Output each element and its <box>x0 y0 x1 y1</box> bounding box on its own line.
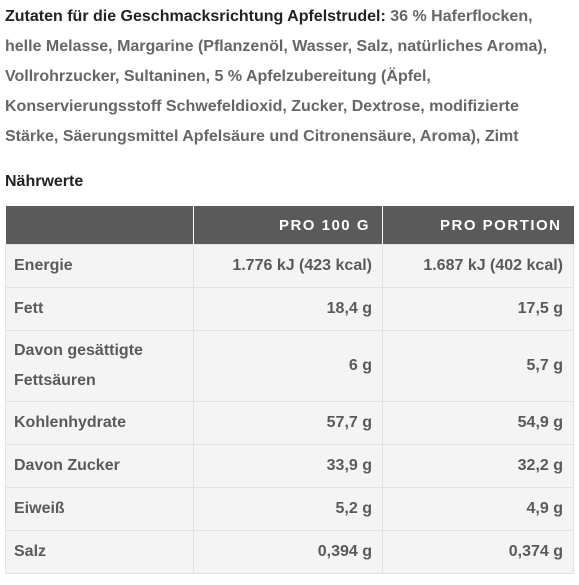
row-per-portion: 1.687 kJ (402 kcal) <box>383 245 574 288</box>
nutrition-title: Nährwerte <box>5 173 84 190</box>
ingredients-label: Zutaten für die Geschmacksrichtung Apfelstrudel: <box>5 8 386 25</box>
row-per-100g: 1.776 kJ (423 kcal) <box>194 245 383 288</box>
header-cell-per-100g: PRO 100 G <box>194 206 383 245</box>
row-per-portion: 0,374 g <box>383 531 574 574</box>
row-per-portion: 17,5 g <box>383 288 574 331</box>
header-cell-per-portion: PRO PORTION <box>383 206 574 245</box>
row-per-100g: 18,4 g <box>194 288 383 331</box>
row-per-100g: 33,9 g <box>194 445 383 488</box>
table-row <box>6 331 574 402</box>
row-name: Kohlenhydrate <box>6 402 194 445</box>
row-per-100g: 0,394 g <box>194 531 383 574</box>
header-cell-empty <box>6 206 194 245</box>
row-per-100g: 6 g <box>194 331 383 402</box>
row-per-portion: 54,9 g <box>383 402 574 445</box>
row-per-portion: 5,7 g <box>383 331 574 402</box>
table-row <box>6 531 574 574</box>
ingredients-paragraph <box>5 2 573 152</box>
row-per-100g: 57,7 g <box>194 402 383 445</box>
nutrition-table <box>5 206 574 574</box>
row-per-portion: 32,2 g <box>383 445 574 488</box>
row-name: Energie <box>6 245 194 288</box>
ingredients-text: 36 % Haferflocken, helle Melasse, Margarine (Pflanzenöl, Wasser, Salz, natürliches Aroma), Vollrohrzucker, Sultaninen, 5 % Apfelzubereitung (Äpfel, Konservierungsstoff Schwefeldioxid, Zucker, Dextrose, modifizierte Stärke, Säerungsmittel Apfelsäure und Citronensäure, Aroma), Zimt <box>5 8 548 145</box>
row-per-portion: 4,9 g <box>383 488 574 531</box>
table-row <box>6 488 574 531</box>
row-name: Eiweiß <box>6 488 194 531</box>
table-row <box>6 445 574 488</box>
row-name: Fett <box>6 288 194 331</box>
row-name: Salz <box>6 531 194 574</box>
row-name: Davon gesättigte Fettsäuren <box>6 331 194 402</box>
table-header-row <box>6 206 574 245</box>
table-row <box>6 288 574 331</box>
table-row <box>6 402 574 445</box>
table-row <box>6 245 574 288</box>
row-name: Davon Zucker <box>6 445 194 488</box>
row-per-100g: 5,2 g <box>194 488 383 531</box>
